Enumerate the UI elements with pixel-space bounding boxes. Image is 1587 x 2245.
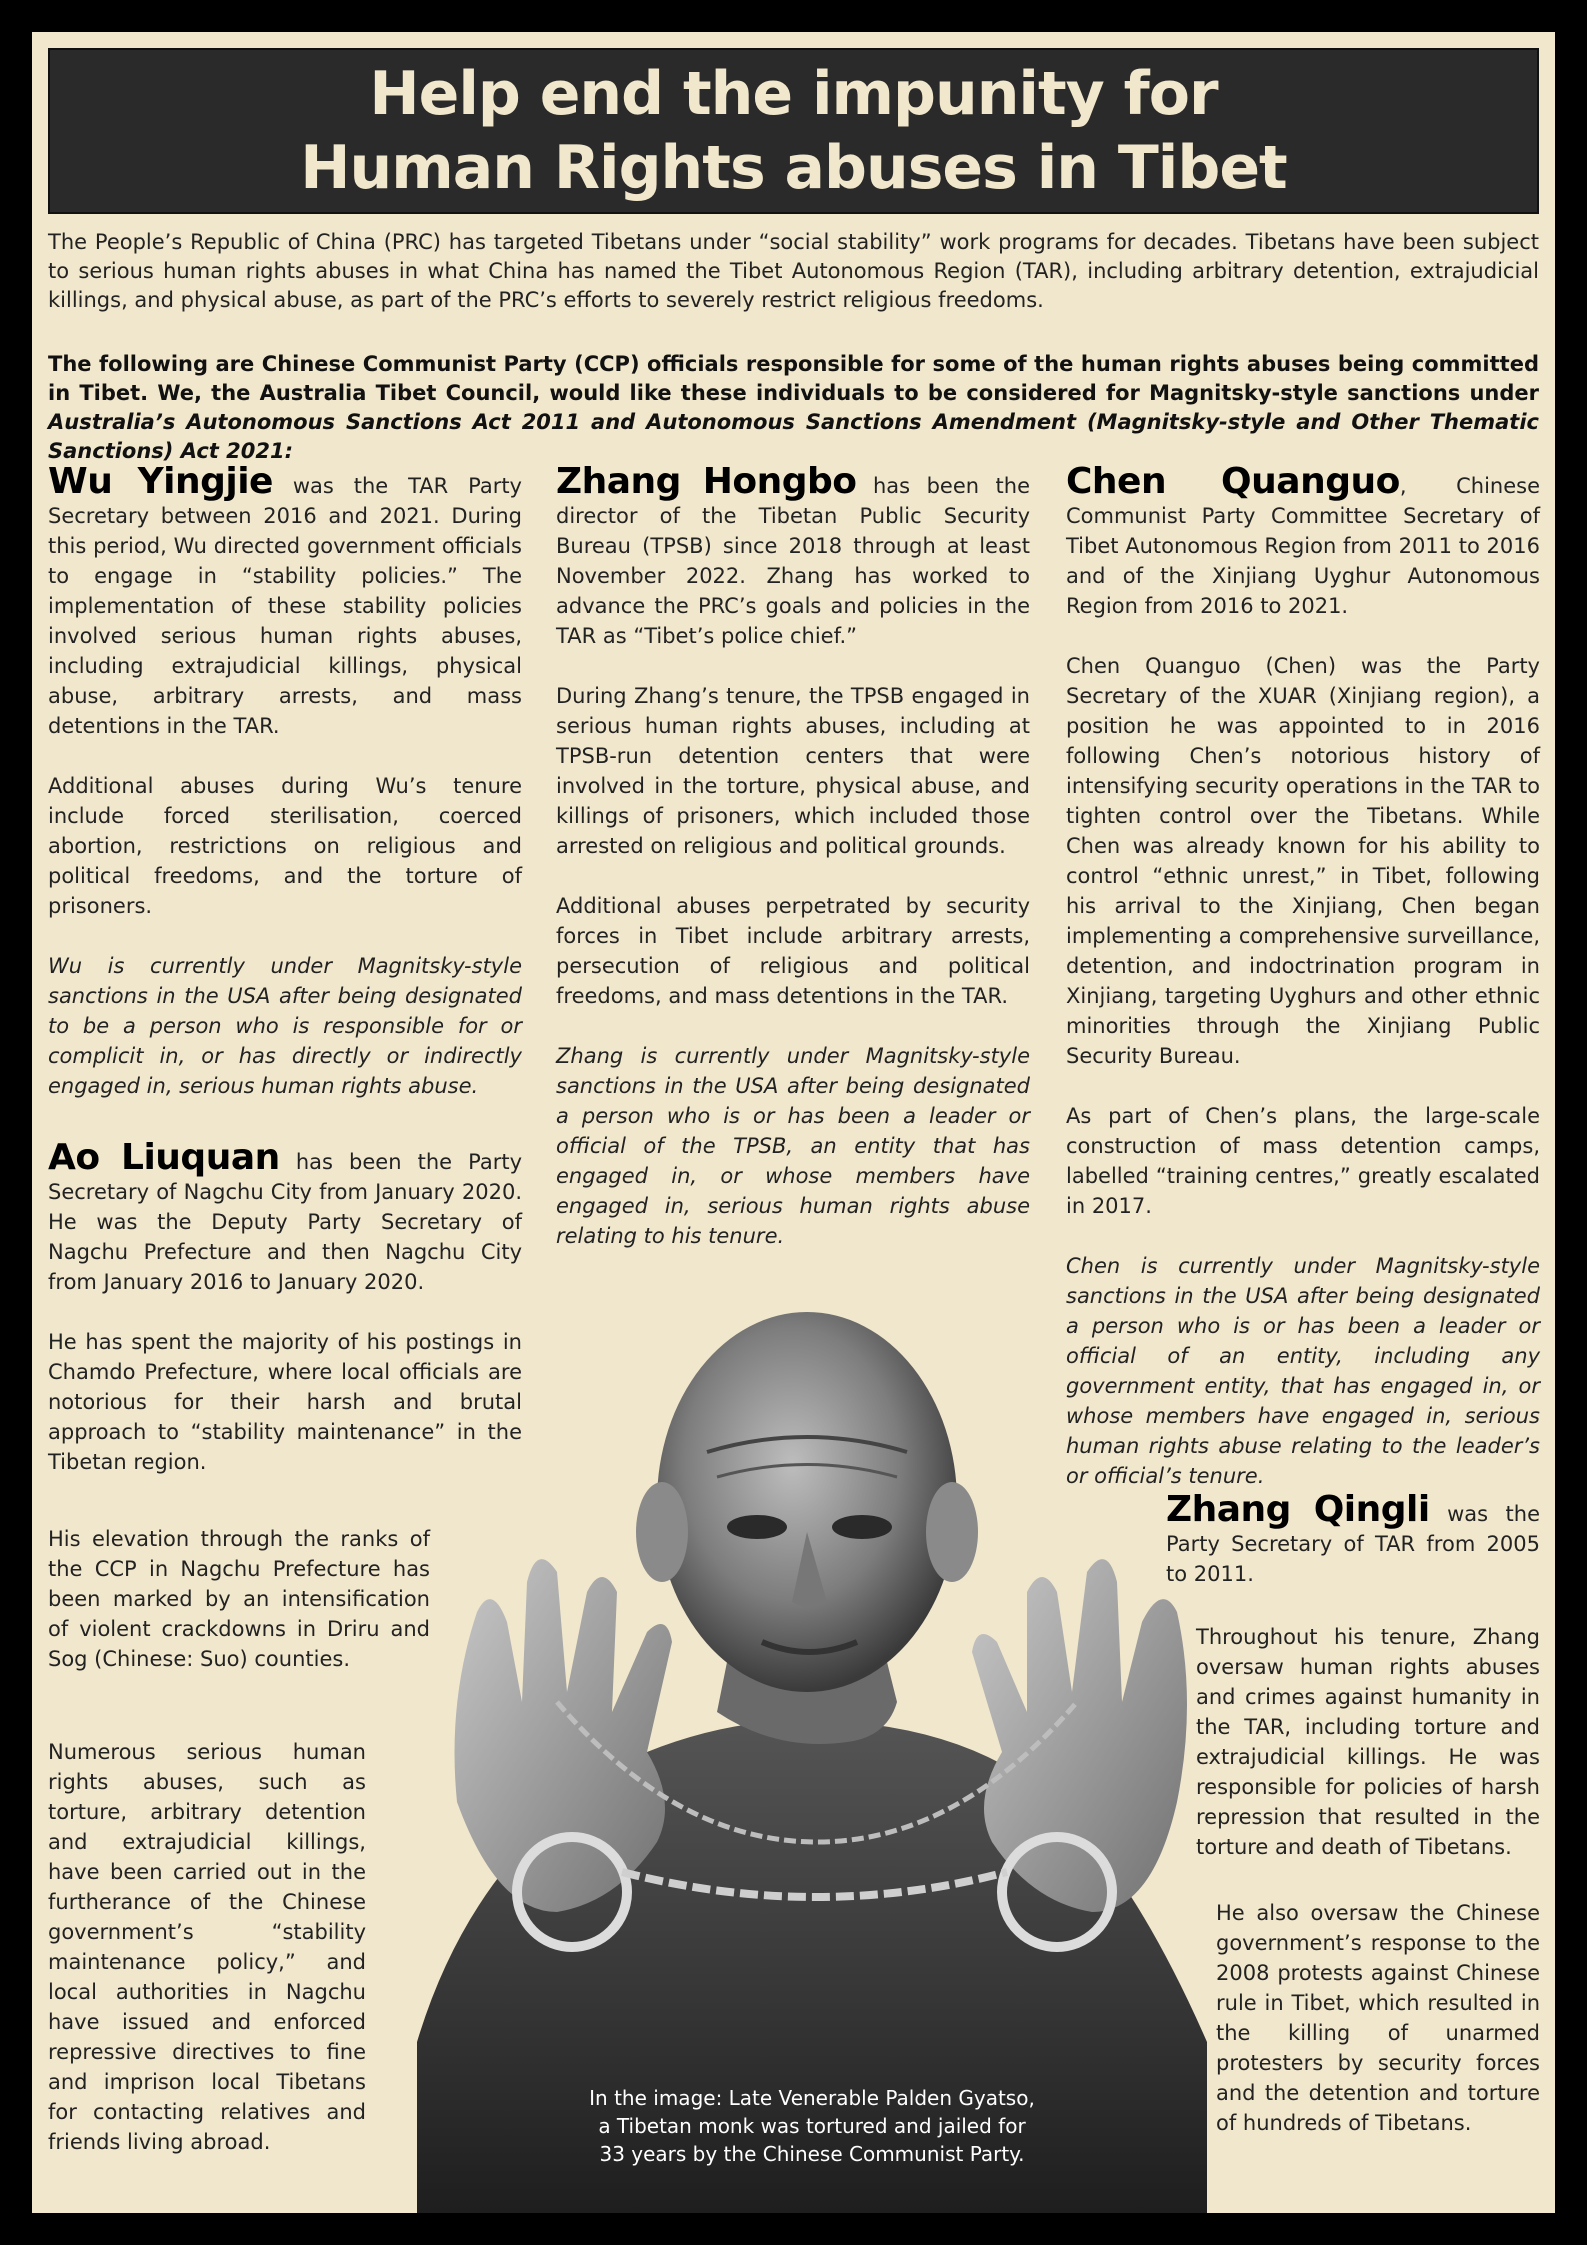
chen-intro: , Chinese Communist Party Committee Secretary of Tibet Autonomous Region from 2011 to 2016 and of the Xinjiang Uyghur Autonomous Region from 2016 to 2021. — [1066, 474, 1540, 618]
column-left-top — [48, 461, 522, 1131]
zhang-qingli-paragraph-2: Throughout his tenure, Zhang oversaw human rights abuses and crimes against humanity in the TAR, including torture and extrajudicial killings. He was responsible for policies of harsh repression that resulted in the torture and death of Tibetans. — [1196, 1625, 1540, 1859]
chen-paragraph-1 — [1066, 461, 1540, 621]
column-middle — [556, 461, 1030, 1281]
chen-paragraph-2: Chen Quanguo (Chen) was the Party Secretary of the XUAR (Xinjiang region), a position he was appointed to in 2016 following Chen’s notorious history of intensifying security operations in the TAR to tighten control over the Tibetans. While Chen was already known for his ability to control “ethnic unrest,” in Tibet, following his arrival to the Xinjiang, Chen began implementing a comprehensive surveillance, detention, and indoctrination program in Xinjiang, targeting Uyghurs and other ethnic minorities through the Xinjiang Public Security Bureau. — [1066, 654, 1540, 1068]
column-right-zhang-qingli — [1166, 1489, 1540, 1619]
caption-line-3: 33 years by the Chinese Communist Party. — [599, 2142, 1025, 2166]
wu-paragraph-3: Wu is currently under Magnitsky-style sanctions in the USA after being designated to be a person who is responsible for or complicit in, or has directly or indirectly engaged in, serious human rights abuse. — [48, 954, 522, 1098]
ao-paragraph-3: His elevation through the ranks of the CCP in Nagchu Prefecture has been marked by an intensification of violent crackdowns in Driru and Sog (Chinese: Suo) counties. — [48, 1527, 430, 1671]
ao-liuquan-name: Ao Liuquan — [48, 1137, 280, 1178]
zhang-hongbo-paragraph-2: During Zhang’s tenure, the TPSB engaged in serious human rights abuses, including at TPSB-run detention centers that were involved in the torture, physical abuse, and killings of prisoners, which included those arrested on religious and political grounds. — [556, 684, 1030, 858]
caption-line-1: In the image: Late Venerable Palden Gyatso, — [589, 2086, 1035, 2110]
chen-paragraph-4: Chen is currently under Magnitsky-style sanctions in the USA after being designated a person who is or has been a leader or official of an entity, including any government entity, that has engaged in, or whose members have engaged in, serious human rights abuse relating to the leader’s or official’s tenure. — [1066, 1254, 1540, 1488]
zhang-hongbo-intro: has been the director of the Tibetan Public Security Bureau (TPSB) since 2018 through at least November 2022. Zhang has worked to advance the PRC’s goals and policies in the TAR as “Tibet’s police chief.” — [556, 474, 1030, 648]
page-title-line-2: Human Rights abuses in Tibet — [300, 133, 1287, 203]
wu-paragraph-1 — [48, 461, 522, 741]
poster-page — [32, 32, 1555, 2213]
zhang-hongbo-paragraph-3: Additional abuses perpetrated by security forces in Tibet include arbitrary arrests, persecution of religious and political freedoms, and mass detentions in the TAR. — [556, 894, 1030, 1008]
zhang-qingli-paragraph-1 — [1166, 1489, 1540, 1589]
page-title-line-1: Help end the impunity for — [369, 59, 1218, 129]
zhang-qingli-intro: was the Party Secretary of TAR from 2005 to 2011. — [1166, 1502, 1540, 1586]
column-right-zhang-qingli-end — [1216, 1898, 1540, 2168]
lead-text: The following are Chinese Communist Party (CCP) officials responsible for some of the human rights abuses being committed in Tibet. We, the Australia Tibet Council, would like these individuals to be considered for Magnitsky-style sanctions under — [48, 352, 1539, 405]
column-left-ao-cont — [48, 1524, 430, 1704]
column-left-ao — [48, 1137, 523, 1507]
ao-paragraph-2: He has spent the majority of his postings in Chamdo Prefecture, where local officials are notorious for their harsh and brutal approach to “stability maintenance” in the Tibetan region. — [48, 1330, 522, 1474]
ao-paragraph-1 — [48, 1137, 523, 1297]
caption-line-2: a Tibetan monk was tortured and jailed for — [598, 2114, 1026, 2138]
chen-quanguo-name: Chen Quanguo — [1066, 461, 1400, 502]
zhang-hongbo-name: Zhang Hongbo — [556, 461, 857, 502]
photo-caption — [492, 2084, 1132, 2168]
wu-paragraph-2: Additional abuses during Wu’s tenure include forced sterilisation, coerced abortion, restrictions on religious and political freedoms, and the torture of prisoners. — [48, 774, 522, 918]
intro-paragraph: The People’s Republic of China (PRC) has targeted Tibetans under “social stability” work programs for decades. Tibetans have been subject to serious human rights abuses in what China has named the Tibet Autonomous Region (TAR), including arbitrary detention, extrajudicial killings, and physical abuse, as part of the PRC’s efforts to severely restrict religious freedoms. — [48, 230, 1539, 312]
ao-paragraph-4: Numerous serious human rights abuses, such as torture, arbitrary detention and extrajudicial killings, have been carried out in the furtherance of the Chinese government’s “stability maintenance policy,” and local authorities in Nagchu have issued and enforced repressive directives to fine and imprison local Tibetans for contacting relatives and friends living abroad. — [48, 1740, 366, 2154]
lead-paragraph — [48, 350, 1539, 466]
column-right — [1066, 461, 1540, 1521]
column-left-ao-end — [48, 1737, 366, 2187]
column-right-zhang-qingli-cont — [1196, 1622, 1540, 1892]
lead-acts: Australia’s Autonomous Sanctions Act 2011 and Autonomous Sanctions Amendment (Magnitsky-style and Other Thematic Sanctions) Act 2021: — [48, 410, 1539, 463]
title-banner — [48, 48, 1539, 214]
ao-intro: has been the Party Secretary of Nagchu City from January 2020. He was the Deputy Party Secretary of Nagchu Prefecture and then Nagchu City from January 2016 to January 2020. — [48, 1150, 523, 1294]
wu-yingjie-name: Wu Yingjie — [48, 461, 273, 502]
wu-intro: was the TAR Party Secretary between 2016 and 2021. During this period, Wu directed government officials to engage in “stability policies.” The implementation of these stability policies involved serious human rights abuses, including extrajudicial killings, physical abuse, arbitrary arrests, and mass detentions in the TAR. — [48, 474, 522, 738]
zhang-qingli-name: Zhang Qingli — [1166, 1489, 1430, 1530]
zhang-hongbo-paragraph-4: Zhang is currently under Magnitsky-style sanctions in the USA after being designated a person who is or has been a leader or official of the TPSB, an entity that has engaged in, or whose members have engaged in, serious human rights abuse relating to his tenure. — [556, 1044, 1030, 1248]
zhang-qingli-paragraph-3: He also oversaw the Chinese government’s response to the 2008 protests against Chinese rule in Tibet, which resulted in the killing of unarmed protesters by security forces and the detention and torture of hundreds of Tibetans. — [1216, 1901, 1540, 2135]
zhang-hongbo-paragraph-1 — [556, 461, 1030, 651]
chen-paragraph-3: As part of Chen’s plans, the large-scale construction of mass detention camps, labelled “training centres,” greatly escalated in 2017. — [1066, 1104, 1540, 1218]
